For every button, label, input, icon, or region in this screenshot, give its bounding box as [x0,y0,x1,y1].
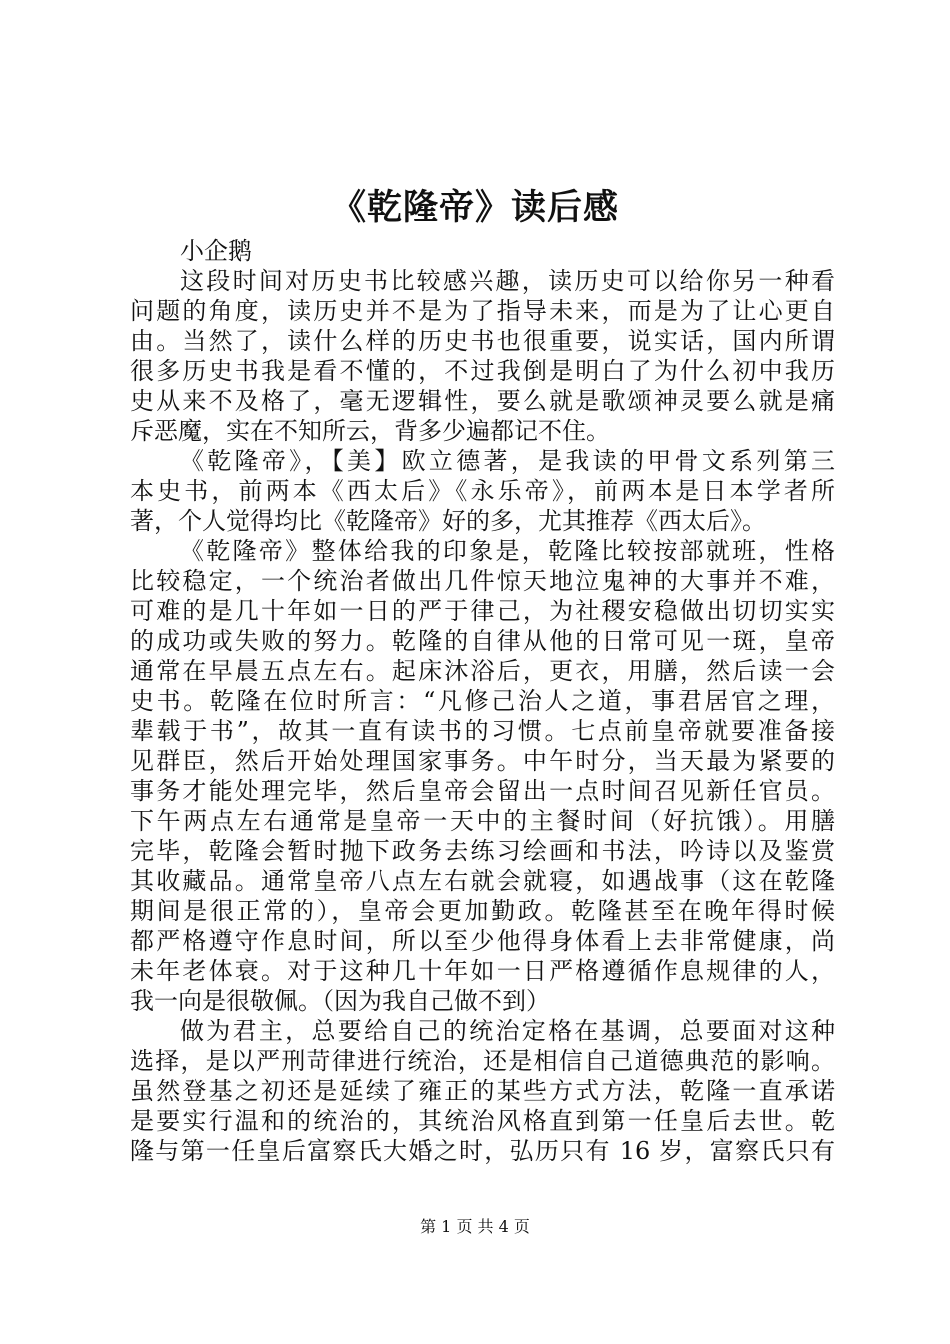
text-line: 我一向是很敬佩。（因为我自己做不到） [130,987,550,1015]
text-line: 其收藏品。通常皇帝八点左右就会就寝，如遇战事（这在乾隆 [130,867,835,895]
text-line: 斥恶魔，实在不知所云，背多少遍都记不住。 [130,417,610,445]
text-line: 未年老体衰。对于这种几十年如一日严格遵循作息规律的人， [130,957,835,985]
text-line: 见群臣，然后开始处理国家事务。中午时分，当天最为紧要的 [130,747,835,775]
text-line: 下午两点左右通常是皇帝一天中的主餐时间（好抗饿）。用膳 [130,807,835,835]
document-body [130,236,835,1166]
text-line: 可难的是几十年如一日的严于律己，为社稷安稳做出切切实实 [130,597,835,625]
text-line: 事务才能处理完毕，然后皇帝会留出一点时间召见新任官员。 [130,777,835,805]
text-line: 本史书，前两本《西太后》《永乐帝》，前两本是日本学者所 [130,477,835,505]
text-line: 做为君主，总要给自己的统治定格在基调，总要面对这种 [180,1017,835,1045]
page-footer: 第 1 页 共 4 页 [420,1217,530,1236]
text-line: 都严格遵守作息时间，所以至少他得身体看上去非常健康，尚 [130,927,835,955]
text-line: 由。当然了，读什么样的历史书也很重要，说实话，国内所谓 [130,327,835,355]
text-line: 虽然登基之初还是延续了雍正的某些方式方法，乾隆一直承诺 [130,1077,835,1105]
text-line: 隆与第一任皇后富察氏大婚之时，弘历只有 16 岁，富察氏只有 [130,1137,835,1165]
text-line: 《乾隆帝》，【美】欧立德著，是我读的甲骨文系列第三 [180,447,835,475]
text-line: 著，个人觉得均比《乾隆帝》好的多，尤其推荐《西太后》。 [130,507,766,535]
author-line: 小企鹅 [180,237,252,265]
text-line: 的成功或失败的努力。乾隆的自律从他的日常可见一斑，皇帝 [130,627,835,655]
text-line: 期间是很正常的），皇帝会更加勤政。乾隆甚至在晚年得时候 [130,897,835,925]
document-title: 《乾隆帝》读后感 [330,187,619,228]
text-line: 比较稳定，一个统治者做出几件惊天地泣鬼神的大事并不难， [130,567,835,595]
text-line: 史从来不及格了，毫无逻辑性，要么就是歌颂神灵要么就是痛 [130,387,835,415]
text-line: 《乾隆帝》整体给我的印象是，乾隆比较按部就班，性格 [180,537,835,565]
text-line: 完毕，乾隆会暂时抛下政务去练习绘画和书法，吟诗以及鉴赏 [130,837,835,865]
text-line: 通常在早晨五点左右。起床沐浴后，更衣，用膳，然后读一会 [130,657,835,685]
text-line: 史书。乾隆在位时所言：“凡修己治人之道，事君居官之理， [130,687,835,715]
text-line: 选择，是以严刑苛律进行统治，还是相信自己道德典范的影响。 [130,1047,835,1075]
text-line: 辈载于书”，故其一直有读书的习惯。七点前皇帝就要准备接 [130,717,835,745]
text-line: 这段时间对历史书比较感兴趣，读历史可以给你另一种看 [180,267,835,295]
text-line: 是要实行温和的统治的，其统治风格直到第一任皇后去世。乾 [130,1107,835,1135]
text-line: 很多历史书我是看不懂的，不过我倒是明白了为什么初中我历 [130,357,835,385]
text-line: 问题的角度，读历史并不是为了指导未来，而是为了让心更自 [130,297,835,325]
